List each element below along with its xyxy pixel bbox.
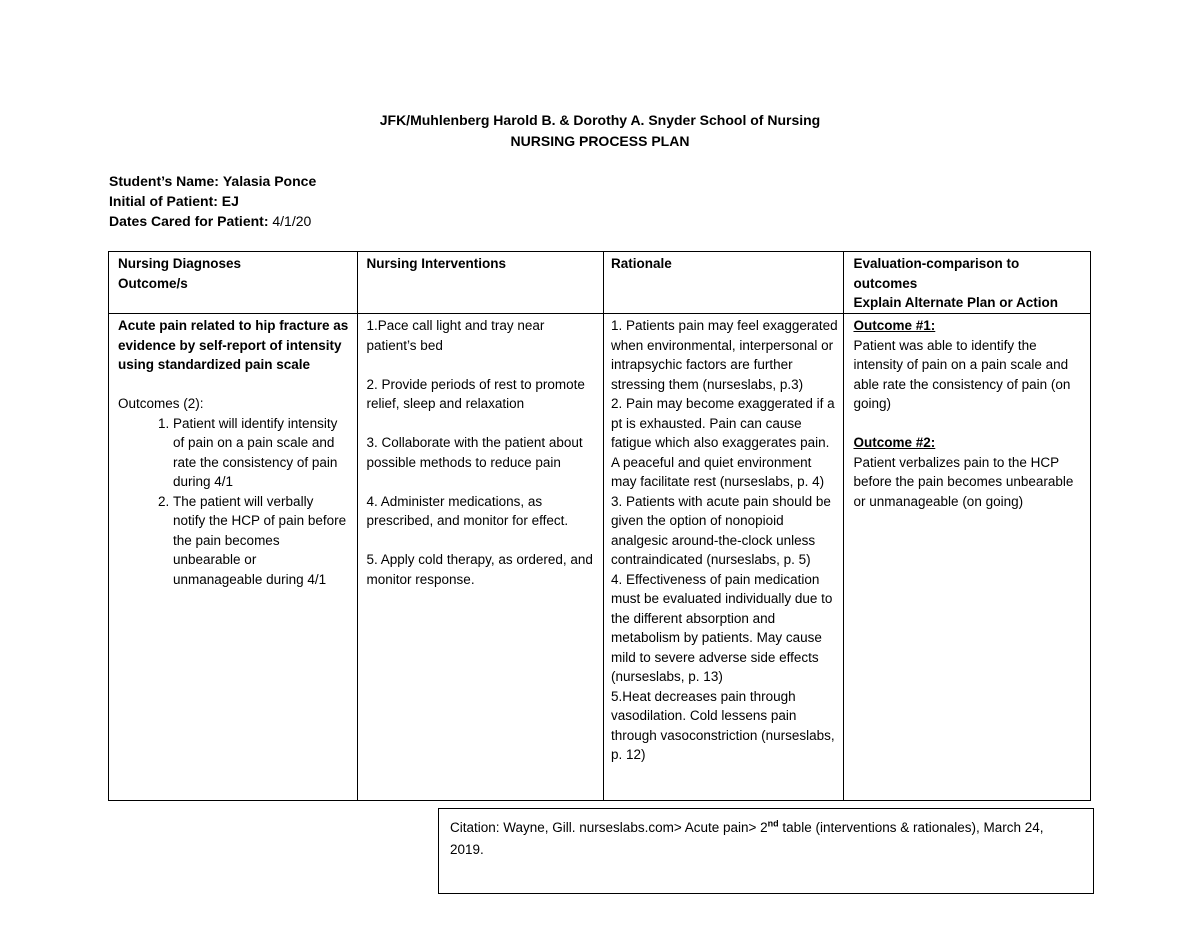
- dates-cared-value: 4/1/20: [272, 213, 312, 229]
- student-name-row: [109, 171, 316, 191]
- patient-initial-label: Initial of Patient:: [109, 193, 218, 209]
- nursing-process-table: [108, 251, 1091, 801]
- citation-superscript: nd: [767, 818, 779, 829]
- student-name-label: Student’s Name:: [109, 173, 219, 189]
- school-name: JFK/Muhlenberg Harold B. & Dorothy A. Snyder School of Nursing: [379, 112, 821, 128]
- evaluation-outcome-1-label: Outcome #1:: [853, 318, 936, 333]
- header-nursing-interventions: [357, 252, 604, 314]
- rationale-item-4: 4. Effectiveness of pain medication must be evaluated individually due to the different absorption and metabolism by patients. May cause mild to severe adverse side effects (nurseslabs, p. 13): [611, 571, 833, 684]
- header-nursing-diagnoses: [109, 252, 358, 314]
- outcome-item-2: 2. The patient will verbally notify the HCP of pain before the pain becomes unbearable or unmanageable during 4/1: [173, 492, 349, 590]
- citation-text-end: table (interventions & rationales), March 24, 2019.: [450, 820, 1044, 857]
- document-title: NURSING PROCESS PLAN: [510, 133, 690, 149]
- header-col3-label: Rationale: [611, 256, 672, 271]
- patient-initial-row: [109, 191, 316, 211]
- header-col1-line2: Outcome/s: [118, 275, 188, 291]
- patient-initial-value: EJ: [221, 193, 239, 209]
- citation-box: [438, 808, 1094, 894]
- intervention-item-1: 1.Pace call light and tray near patient’s bed: [366, 318, 545, 353]
- intervention-item-3: 3. Collaborate with the patient about possible methods to reduce pain: [366, 435, 583, 470]
- header-col4-line2: Explain Alternate Plan or Action: [853, 295, 1059, 310]
- dates-cared-row: [109, 211, 316, 231]
- header-col4-line1: Evaluation-comparison to outcomes: [853, 256, 1020, 291]
- diagnoses-cell: [109, 314, 358, 801]
- student-name-value: Yalasia Ponce: [222, 173, 317, 189]
- evaluation-outcome-1-text: Patient was able to identify the intensity of pain on a pain scale and able rate the consistency of pain (on going): [853, 337, 1071, 411]
- intervention-item-5: 5. Apply cold therapy, as ordered, and monitor response.: [366, 552, 593, 587]
- rationale-item-2: 2. Pain may become exaggerated if a pt is exhausted. Pain can cause fatigue which also exaggerates pain. A peaceful and quiet environment may facilitate rest (nurseslabs, p. 4): [611, 396, 835, 489]
- rationale-cell: [604, 314, 844, 801]
- evaluation-outcome-2-label: Outcome #2:: [853, 435, 936, 450]
- intervention-item-2: 2. Provide periods of rest to promote relief, sleep and relaxation: [366, 376, 585, 411]
- outcome-item-1: 1. Patient will identify intensity of pain on a pain scale and rate the consistency of pain during 4/1: [173, 414, 349, 492]
- outcomes-list: [118, 414, 349, 590]
- table-row: [109, 314, 1091, 801]
- evaluation-outcome-2-text: Patient verbalizes pain to the HCP before the pain becomes unbearable or unmanageable (on going): [853, 454, 1074, 509]
- rationale-item-1: 1. Patients pain may feel exaggerated when environmental, interpersonal or intrapsychic factors are further stressing them (nurseslabs, p.3): [611, 318, 838, 392]
- student-info: [109, 171, 316, 231]
- rationale-item-3: 3. Patients with acute pain should be given the option of nonopioid analgesic around-the-clock unless contraindicated (nurseslabs, p. 5): [611, 493, 831, 567]
- header-rationale: [604, 252, 844, 314]
- rationale-item-5: 5.Heat decreases pain through vasodilation. Cold lessens pain through vasoconstriction (nurseslabs, p. 12): [611, 688, 835, 762]
- outcomes-label: Outcomes (2):: [118, 396, 204, 411]
- interventions-cell: [357, 314, 604, 801]
- citation-text-start: Citation: Wayne, Gill. nurseslabs.com> Acute pain> 2: [450, 820, 768, 835]
- diagnosis-text: Acute pain related to hip fracture as evidence by self-report of intensity using standardized pain scale: [118, 318, 349, 372]
- evaluation-cell: [844, 314, 1091, 801]
- intervention-item-4: 4. Administer medications, as prescribed, and monitor for effect.: [366, 493, 569, 528]
- dates-cared-label: Dates Cared for Patient:: [109, 213, 269, 229]
- header-col1-line1: Nursing Diagnoses: [118, 256, 242, 271]
- header-evaluation: [844, 252, 1091, 314]
- table-header-row: [109, 252, 1091, 314]
- header-col2-label: Nursing Interventions: [366, 256, 507, 271]
